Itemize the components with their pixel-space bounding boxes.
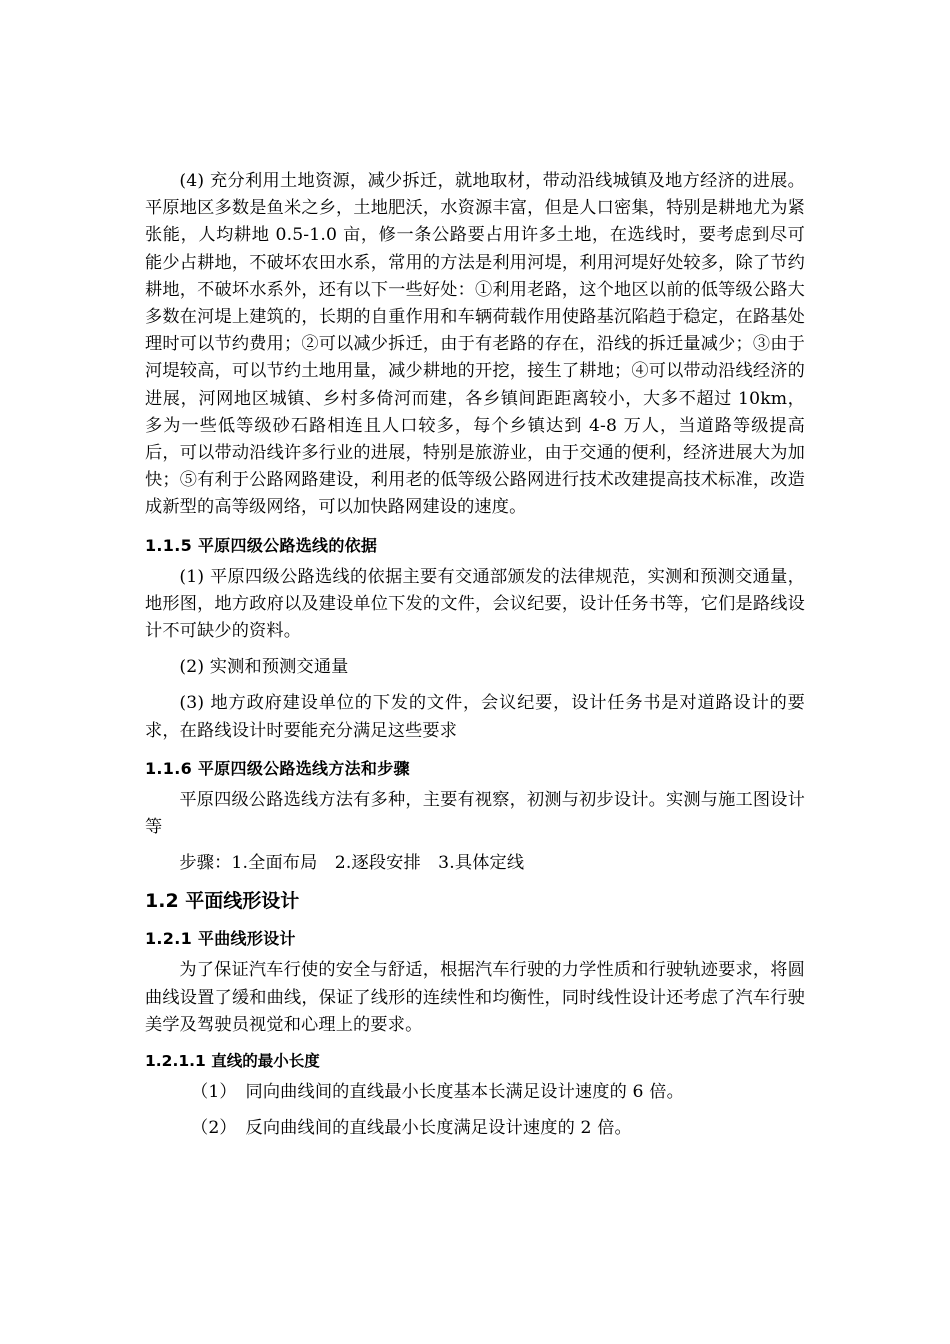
section-heading-1-1-5: 1.1.5 平原四级公路选线的依据 — [145, 535, 378, 555]
section-heading-1-2-1-1: 1.2.1.1 直线的最小长度 — [145, 1052, 320, 1071]
paragraph-government-documents: (3) 地方政府建设单位的下发的文件，会议纪要，设计任务书是对道路设计的要求，在路线设计时要能充分满足这些要求 — [145, 693, 805, 741]
section-heading-1-2-1: 1.2.1 平曲线形设计 — [145, 929, 296, 949]
paragraph-traffic-volume: (2) 实测和预测交通量 — [179, 657, 349, 678]
document-page — [145, 168, 805, 1151]
list-item-same-direction: （1） 同向曲线间的直线最小长度基本长满足设计速度的 6 倍。 — [191, 1082, 684, 1103]
section-heading-1-1-6: 1.1.6 平原四级公路选线方法和步骤 — [145, 758, 410, 778]
section-heading-1-2: 1.2 平面线形设计 — [145, 890, 300, 913]
paragraph-steps: 步骤：1.全面布局 2.逐段安排 3.具体定线 — [179, 853, 525, 874]
paragraph-land-resources: (4) 充分利用土地资源，减少拆迁，就地取材，带动沿线城镇及地方经济的进展。平原地区多数是鱼米之乡，土地肥沃，水资源丰富，但是人口密集，特别是耕地尤为紧张能，人均耕地 0.5-1.0 亩，修一条公路要占用许多土地，在选线时，要考虑到尽可能少占耕地，不破坏农田水系，常用的方法是利用河堤，利用河堤好处较多，除了节约耕地，不破坏水系外，还有以下一些好处：①利用老路，这个地区以前的低等级公路大多数在河堤上建筑的，长期的自重作用和车辆荷载作用使路基沉陷趋于稳定，在路基处理时可以节约费用；②可以减少拆迁，由于有老路的存在，沿线的拆迁量减少；③由于河堤较高，可以节约土地用量，减少耕地的开挖，接生了耕地；④可以带动沿线经济的进展，河网地区城镇、乡村多倚河而建，各乡镇间距距离较小，大多不超过 10km，多为一些低等级砂石路相连且人口较多，每个乡镇达到 4-8 万人，当道路等级提高后，可以带动沿线许多行业的进展，特别是旅游业，由于交通的便利，经济进展大为加快；⑤有利于公路网路建设，利用老的低等级公路网进行技术改建提高技术标准，改造成新型的高等级网络，可以加快路网建设的速度。 — [145, 171, 805, 518]
paragraph-curve-design: 为了保证汽车行使的安全与舒适，根据汽车行驶的力学性质和行驶轨迹要求，将圆曲线设置了缓和曲线，保证了线形的连续性和均衡性，同时线性设计还考虑了汽车行驶美学及驾驶员视觉和心理上的要求。 — [145, 960, 805, 1035]
list-item-reverse-direction: （2） 反向曲线间的直线最小长度满足设计速度的 2 倍。 — [191, 1118, 632, 1139]
paragraph-selection-basis: (1) 平原四级公路选线的依据主要有交通部颁发的法律规范，实测和预测交通量，地形图，地方政府以及建设单位下发的文件，会议纪要，设计任务书等，它们是路线设计不可缺少的资料。 — [145, 566, 805, 642]
paragraph-selection-methods: 平原四级公路选线方法有多种，主要有视察，初测与初步设计。实测与施工图设计等 — [145, 789, 805, 838]
